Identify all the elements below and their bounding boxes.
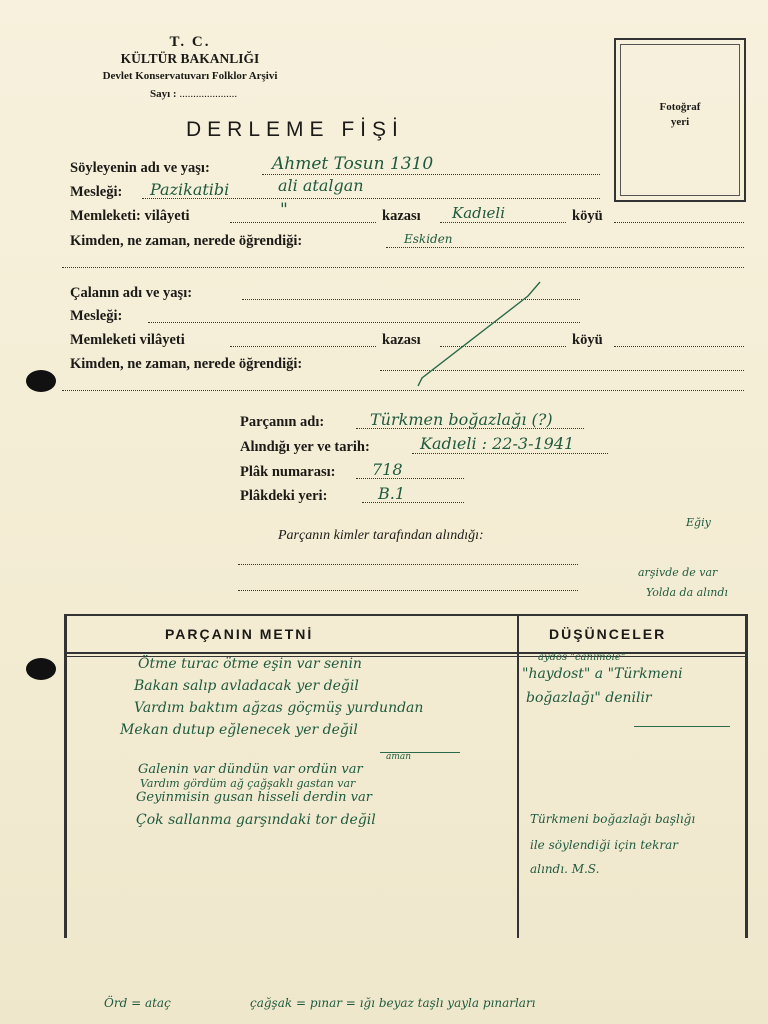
piece-by-label: Parçanın kimler tarafından alındığı: [278, 528, 484, 543]
punch-hole-bottom [26, 658, 56, 680]
piece-record-label: Plâk numarası: [240, 464, 336, 480]
singer-province-label: Memleketi: vilâyeti [70, 208, 190, 224]
sayi-dots: ..................... [179, 88, 238, 100]
lyric-line-1: Ötme turac ötme eşin var senin [138, 656, 362, 672]
player-extra-line [62, 390, 744, 391]
singer-village-label: köyü [572, 208, 603, 224]
singer-district-line [440, 222, 566, 223]
piece-by-line2 [238, 590, 578, 591]
piece-name-value: Türkmen boğazlağı (?) [370, 410, 553, 429]
singer-from-label: Kimden, ne zaman, nerede öğrendiği: [70, 233, 303, 249]
note-line-4: Türkmeni boğazlağı başlığı [530, 812, 696, 826]
singer-job-value: Pazikatibi [150, 180, 230, 199]
header-archive: Devlet Konservatuvarı Folklor Arşivi [102, 70, 278, 82]
lyric-aman: aman [386, 752, 412, 762]
player-from-line [380, 370, 744, 371]
lyric-line-4: Mekan dutup eğlenecek yer değil [120, 722, 358, 738]
singer-job-label: Mesleği: [70, 184, 123, 200]
photo-placeholder [614, 38, 746, 202]
singer-extra-line [62, 267, 744, 268]
footer-left-note: Örd = ataç [104, 996, 171, 1010]
player-job-line [148, 322, 580, 323]
singer-district-label: kazası [382, 208, 421, 224]
singer-from-value: Eskiden [404, 232, 453, 246]
singer-name-value: Ahmet Tosun 1310 [272, 154, 434, 174]
singer-village-line [614, 222, 744, 223]
singer-district-value: Kadıeli [452, 204, 506, 222]
piece-name-label: Parçanın adı: [240, 414, 325, 430]
lyric-line-8: Çok sallanma garşındaki tor değil [136, 812, 376, 828]
punch-hole-top [26, 370, 56, 392]
player-from-label: Kimden, ne zaman, nerede öğrendiği: [70, 356, 303, 372]
note-line-5: ile söylendiği için tekrar [530, 838, 679, 852]
piece-place-value: Kadıeli : 22-3-1941 [420, 434, 575, 453]
singer-from-line [386, 247, 744, 248]
piece-place-label: Alındığı yer ve tarih: [240, 439, 370, 455]
singer-name-line [262, 174, 600, 175]
piece-corner-note: Eğiy [686, 516, 711, 529]
photo-caption-line1: Fotoğraf [659, 101, 701, 113]
table-header-notes: DÜŞÜNCELER [549, 626, 667, 642]
piece-position-label: Plâkdeki yeri: [240, 488, 328, 504]
side-note-line2: Yolda da alındı [646, 586, 728, 599]
document-title: DERLEME FİŞİ [186, 118, 404, 141]
table-column-divider [517, 616, 519, 938]
side-note-line1: arşivde de var [638, 566, 718, 579]
player-name-label: Çalanın adı ve yaşı: [70, 285, 193, 301]
header-ministry: KÜLTÜR BAKANLIĞI [120, 51, 260, 66]
photo-caption-line2: yeri [670, 116, 690, 128]
lyric-line-2: Bakan salıp avladacak yer değil [134, 678, 359, 694]
sayi-label: Sayı : [150, 88, 177, 100]
footer-right-note: çağşak = pınar = ığı beyaz taşlı yayla pınarları [250, 996, 536, 1010]
lyric-line-3: Vardım baktım ağzas göçmüş yurdundan [134, 700, 424, 716]
lyric-line-7: Geyinmisin gusan hisseli derdin var [136, 790, 372, 805]
header-tc: T. C. [169, 34, 211, 50]
lyric-line-6: Vardım gördüm ağ çağşaklı gastan var [140, 777, 356, 790]
player-village-line [614, 346, 744, 347]
player-village-label: köyü [572, 332, 603, 348]
singer-name-label: Söyleyenin adı ve yaşı: [70, 160, 210, 176]
lyric-line-5: Galenin var dündün var ordün var [138, 762, 363, 777]
piece-position-value: B.1 [378, 484, 406, 503]
player-district-line [440, 346, 566, 347]
note-line-2: "haydost" a "Türkmeni [522, 666, 683, 682]
photo-caption [616, 100, 744, 130]
note-separator [634, 726, 730, 727]
note-line-1: aydos "canımole" [538, 652, 626, 663]
singer-province-value: " [280, 200, 288, 220]
player-district-label: kazası [382, 332, 421, 348]
note-line-6: alındı. M.S. [530, 862, 600, 876]
player-province-label: Memleketi vilâyeti [70, 332, 185, 348]
note-line-3: boğazlağı" denilir [526, 690, 652, 706]
piece-place-line [412, 453, 608, 454]
table-header-lyrics: PARÇANIN METNİ [165, 626, 314, 642]
header-sayi [150, 88, 290, 100]
singer-province-line [230, 222, 376, 223]
table-header-rule [67, 652, 745, 654]
player-job-label: Mesleği: [70, 308, 123, 324]
player-province-line [230, 346, 376, 347]
singer-job-extra: ali atalgan [278, 176, 364, 195]
piece-record-value: 718 [372, 460, 403, 479]
piece-by-line1 [238, 564, 578, 565]
player-name-line [242, 299, 580, 300]
